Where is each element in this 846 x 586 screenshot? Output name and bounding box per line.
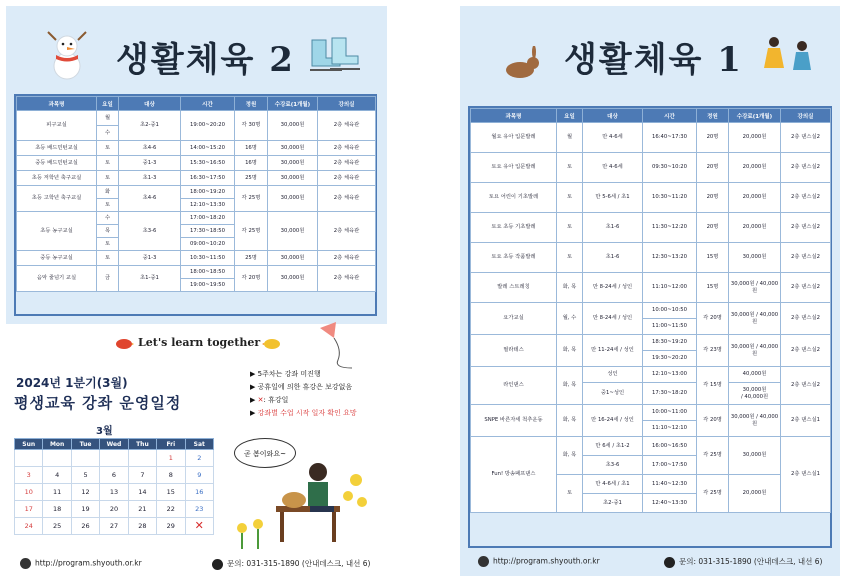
footer-url: http://program.shyouth.or.kr <box>20 558 142 569</box>
cell-time: 16:40~17:30 <box>643 123 697 153</box>
kids-playing-icon <box>756 30 822 84</box>
cell-room: 2층 댄스실2 <box>781 273 831 303</box>
calendar-day: 18 <box>43 501 71 518</box>
schedule-title: 평생교육 강좌 운영일정 <box>14 394 182 412</box>
cell-time: 10:00~11:00 <box>643 405 697 421</box>
phone-icon <box>664 557 675 568</box>
cell-fee: 30,000원 / 40,000원 <box>729 273 781 303</box>
cell-day: 토 <box>97 171 119 186</box>
cell-fee: 30,000원 / 40,000원 <box>729 335 781 367</box>
calendar-day: 10 <box>15 484 43 501</box>
cell-subject: 월요 유아 입문발레 <box>471 123 557 153</box>
cell-day: 토 <box>557 475 583 513</box>
col-header: 대상 <box>583 109 643 123</box>
cell-room: 2층 체육관 <box>318 266 376 292</box>
cell-time: 14:00~15:20 <box>181 141 235 156</box>
calendar-day: 14 <box>128 484 156 501</box>
cell-cap: 각 25명 <box>235 212 268 251</box>
calendar-day: 29 <box>157 518 185 535</box>
table-row <box>17 111 376 126</box>
weekday-sat: Sat <box>185 439 213 450</box>
schedule-table <box>470 108 831 513</box>
table-row <box>471 183 831 213</box>
cell-cap: 25명 <box>235 251 268 266</box>
calendar-day: 6 <box>100 467 128 484</box>
table-row <box>471 273 831 303</box>
calendar-day: 16 <box>185 484 213 501</box>
cell-cap: 각 20명 <box>697 405 729 437</box>
weekday-tue: Tue <box>71 439 99 450</box>
cell-subject: 초등 저학년 축구교실 <box>17 171 97 186</box>
cell-room: 2층 댄스실1 <box>781 405 831 437</box>
cell-day: 화 <box>97 186 119 199</box>
weekday-thu: Thu <box>128 439 156 450</box>
cell-target: 만 16-24세 / 성인 <box>583 405 643 437</box>
cell-time: 19:00~20:20 <box>181 111 235 141</box>
table-row <box>471 213 831 243</box>
page-title: 생활체육 2 <box>116 40 295 80</box>
cell-time: 18:00~19:20 <box>181 186 235 199</box>
cell-fee: 30,000원 <box>268 186 318 212</box>
calendar-day: 26 <box>71 518 99 535</box>
calendar-day: 21 <box>128 501 156 518</box>
flower-icon <box>232 514 272 550</box>
calendar <box>14 438 214 535</box>
cell-subject: 요가교실 <box>471 303 557 335</box>
calendar-week <box>15 484 214 501</box>
cell-room: 2층 체육관 <box>318 186 376 212</box>
cell-day: 토 <box>557 183 583 213</box>
note-item: ▶ 5주차는 강좌 미진행 <box>250 370 321 378</box>
table-row <box>471 303 831 319</box>
col-header: 과목명 <box>17 97 97 111</box>
calendar-day: 27 <box>100 518 128 535</box>
calendar-day: 9 <box>185 467 213 484</box>
cell-target: 초2-중1 <box>583 494 643 513</box>
cell-cap: 25명 <box>235 171 268 186</box>
bird-icon <box>262 336 282 350</box>
cell-time: 12:10~13:00 <box>643 367 697 383</box>
calendar-day: 23 <box>185 501 213 518</box>
cell-day: 토 <box>97 156 119 171</box>
table-row <box>471 335 831 351</box>
cell-target: 만 6세 / 초1-2 <box>583 437 643 456</box>
table-row <box>17 171 376 186</box>
col-header: 강의실 <box>318 97 376 111</box>
cell-day: 화, 목 <box>557 437 583 475</box>
cell-subject: 초등 고학년 축구교실 <box>17 186 97 212</box>
cell-cap: 각 30명 <box>235 111 268 141</box>
cell-room: 2층 댄스실2 <box>781 123 831 153</box>
calendar-day: 15 <box>157 484 185 501</box>
cell-day: 수 <box>97 212 119 225</box>
cell-fee: 20,000원 <box>729 123 781 153</box>
cell-cap: 20명 <box>697 153 729 183</box>
cell-time: 10:30~11:20 <box>643 183 697 213</box>
cell-room: 2층 체육관 <box>318 171 376 186</box>
calendar-day <box>15 450 43 467</box>
table-row <box>471 153 831 183</box>
cell-fee: 30,000원 <box>268 266 318 292</box>
snowman-icon <box>42 28 92 80</box>
col-header: 요일 <box>557 109 583 123</box>
cell-cap: 각 20명 <box>235 266 268 292</box>
weekday-wed: Wed <box>100 439 128 450</box>
calendar-day: 24 <box>15 518 43 535</box>
cell-time: 19:30~20:20 <box>643 351 697 367</box>
cell-day: 목 <box>97 225 119 238</box>
cell-day: 토 <box>557 243 583 273</box>
cell-day: 화, 목 <box>557 367 583 405</box>
cell-room: 2층 체육관 <box>318 251 376 266</box>
cell-fee: 20,000원 <box>729 213 781 243</box>
woman-on-bench-illustration <box>270 450 370 550</box>
rabbit-icon <box>500 46 542 80</box>
cell-time: 17:30~18:20 <box>643 383 697 405</box>
calendar-week <box>15 501 214 518</box>
cell-time: 17:00~17:50 <box>643 456 697 475</box>
col-header: 시간 <box>643 109 697 123</box>
cell-time: 11:00~11:50 <box>643 319 697 335</box>
cell-subject: 초등 농구교실 <box>17 212 97 251</box>
calendar-day: 17 <box>15 501 43 518</box>
cell-target: 만 4-6세 <box>583 123 643 153</box>
cell-cap: 20명 <box>697 123 729 153</box>
cell-day: 토 <box>97 251 119 266</box>
cell-room: 2층 댄스실2 <box>781 367 831 405</box>
cell-cap: 각 25명 <box>235 186 268 212</box>
cell-fee: 30,000원 <box>268 141 318 156</box>
table-row <box>471 405 831 421</box>
cell-fee: 30,000원 <box>268 212 318 251</box>
cell-subject: 토요 초등 작품발레 <box>471 243 557 273</box>
col-header: 수강료(1개월) <box>268 97 318 111</box>
cell-fee: 20,000원 <box>729 183 781 213</box>
calendar-day: 20 <box>100 501 128 518</box>
cell-fee: 20,000원 <box>729 475 781 513</box>
cell-subject: 피구교실 <box>17 111 97 141</box>
cell-subject: 필라테스 <box>471 335 557 367</box>
calendar-day: 13 <box>100 484 128 501</box>
cell-time: 10:00~10:50 <box>643 303 697 319</box>
cell-cap: 각 25명 <box>697 475 729 513</box>
phone-icon <box>212 559 223 570</box>
cell-time: 10:30~11:50 <box>181 251 235 266</box>
cell-fee: 30,000원 / 40,000원 <box>729 383 781 405</box>
cell-target: 만 4-6세 / 초1 <box>583 475 643 494</box>
cell-time: 11:30~12:20 <box>643 213 697 243</box>
weekday-mon: Mon <box>43 439 71 450</box>
cell-subject: 토요 어린이 기초발레 <box>471 183 557 213</box>
cell-day: 금 <box>97 266 119 292</box>
cell-fee: 30,000원 / 40,000원 <box>729 405 781 437</box>
schedule-table <box>16 96 376 292</box>
cell-room: 2층 댄스실2 <box>781 303 831 335</box>
cell-target: 만 8-24세 / 성인 <box>583 273 643 303</box>
table-row <box>17 266 376 279</box>
calendar-week <box>15 518 214 535</box>
note-item: ▶ 공휴일에 의한 휴강은 보강없음 <box>250 383 353 391</box>
cell-cap: 각 20명 <box>697 303 729 335</box>
cell-cap: 16명 <box>235 156 268 171</box>
table-row <box>17 212 376 225</box>
cell-time: 12:10~13:30 <box>181 199 235 212</box>
cell-target: 만 4-6세 <box>583 153 643 183</box>
cell-cap: 15명 <box>697 243 729 273</box>
table-row <box>471 437 831 456</box>
cell-target: 초1-6 <box>583 213 643 243</box>
cell-cap: 각 15명 <box>697 367 729 405</box>
cell-fee: 30,000원 <box>268 111 318 141</box>
footer-url: http://program.shyouth.or.kr <box>478 556 600 567</box>
cell-subject: 중등 농구교실 <box>17 251 97 266</box>
col-header: 정원 <box>235 97 268 111</box>
cell-target: 초1-6 <box>583 243 643 273</box>
cell-target: 초3-6 <box>583 456 643 475</box>
cell-day: 토 <box>97 238 119 251</box>
globe-icon <box>20 558 31 569</box>
cell-subject: SNPE 바른자세 척추운동 <box>471 405 557 437</box>
cell-time: 11:40~12:30 <box>643 475 697 494</box>
cell-room: 2층 체육관 <box>318 111 376 141</box>
calendar-day: 22 <box>157 501 185 518</box>
cell-day: 월 <box>557 123 583 153</box>
cell-day: 월 <box>97 111 119 126</box>
cell-target: 만 8-24세 / 성인 <box>583 303 643 335</box>
calendar-day: 2 <box>185 450 213 467</box>
cell-time: 18:00~18:50 <box>181 266 235 279</box>
cell-day: 화, 목 <box>557 335 583 367</box>
calendar-day <box>43 450 71 467</box>
cell-day: 토 <box>557 213 583 243</box>
cell-fee: 30,000원 <box>268 171 318 186</box>
cell-target: 중1-3 <box>119 156 181 171</box>
calendar-day: 28 <box>128 518 156 535</box>
calendar-day: 11 <box>43 484 71 501</box>
schedule-year: 2024년 1분기(3월) <box>16 376 128 390</box>
cell-subject: 토요 유아 입문발레 <box>471 153 557 183</box>
col-header: 수강료(1개월) <box>729 109 781 123</box>
cell-time: 12:30~13:20 <box>643 243 697 273</box>
left-page <box>6 6 387 576</box>
cell-fee: 30,000원 <box>729 437 781 475</box>
table-row <box>17 156 376 171</box>
cell-fee: 40,000원 <box>729 367 781 383</box>
cell-time: 16:30~17:50 <box>181 171 235 186</box>
cell-time: 12:40~13:30 <box>643 494 697 513</box>
speech-bubble: 곧 봄이와요~ <box>234 438 296 468</box>
cell-day: 수 <box>97 126 119 141</box>
cell-subject: 음악 줄넘기 교실 <box>17 266 97 292</box>
calendar-day <box>100 450 128 467</box>
banner-text: Let's learn together <box>138 336 261 349</box>
cell-fee: 30,000원 <box>268 156 318 171</box>
calendar-day: 4 <box>43 467 71 484</box>
skates-icon <box>306 36 362 76</box>
cell-time: 19:00~19:50 <box>181 279 235 292</box>
col-header: 시간 <box>181 97 235 111</box>
col-header: 정원 <box>697 109 729 123</box>
cell-target: 만 11-24세 / 성인 <box>583 335 643 367</box>
calendar-day: 5 <box>71 467 99 484</box>
cell-fee: 30,000원 <box>268 251 318 266</box>
table-row <box>471 243 831 273</box>
weekday-sun: Sun <box>15 439 43 450</box>
kite-icon <box>312 320 360 370</box>
note-item: ▶ 강좌별 수업 시작 일자 확인 요망 <box>250 409 357 417</box>
calendar-week <box>15 467 214 484</box>
cell-cap: 15명 <box>697 273 729 303</box>
bird-icon <box>114 336 134 350</box>
cell-target: 중1~성인 <box>583 383 643 405</box>
cross-icon: ✕ <box>185 518 213 535</box>
notes-list <box>250 368 357 420</box>
col-header: 과목명 <box>471 109 557 123</box>
cell-target: 만 5-6세 / 초1 <box>583 183 643 213</box>
col-header: 요일 <box>97 97 119 111</box>
calendar-day: 1 <box>157 450 185 467</box>
cell-room: 2층 댄스실1 <box>781 437 831 513</box>
cell-room: 2층 댄스실2 <box>781 213 831 243</box>
cell-cap: 16명 <box>235 141 268 156</box>
calendar-day: 19 <box>71 501 99 518</box>
cell-time: 17:30~18:50 <box>181 225 235 238</box>
cell-target: 초2-중1 <box>119 111 181 141</box>
cell-target: 초1-중1 <box>119 266 181 292</box>
note-item: ▶ ✕: 휴강일 <box>250 396 289 404</box>
table-row <box>471 367 831 383</box>
calendar-day: 3 <box>15 467 43 484</box>
cell-target: 초1-3 <box>119 171 181 186</box>
calendar-week <box>15 450 214 467</box>
weekday-fri: Fri <box>157 439 185 450</box>
cell-time: 17:00~18:20 <box>181 212 235 225</box>
col-header: 대상 <box>119 97 181 111</box>
cell-cap: 20명 <box>697 183 729 213</box>
cell-time: 15:30~16:50 <box>181 156 235 171</box>
cell-cap: 각 23명 <box>697 335 729 367</box>
cell-room: 2층 체육관 <box>318 156 376 171</box>
cell-room: 2층 댄스실2 <box>781 153 831 183</box>
calendar-day: 12 <box>71 484 99 501</box>
cell-target: 성인 <box>583 367 643 383</box>
cell-cap: 각 25명 <box>697 437 729 475</box>
cell-time: 18:30~19:20 <box>643 335 697 351</box>
cell-room: 2층 체육관 <box>318 141 376 156</box>
calendar-day: 8 <box>157 467 185 484</box>
calendar-day: 25 <box>43 518 71 535</box>
table-row <box>17 141 376 156</box>
calendar-day <box>71 450 99 467</box>
table-row <box>471 123 831 153</box>
cell-fee: 30,000원 / 40,000원 <box>729 303 781 335</box>
cell-target: 초3-6 <box>119 212 181 251</box>
cell-target: 초4-6 <box>119 141 181 156</box>
globe-icon <box>478 556 489 567</box>
cell-fee: 30,000원 <box>729 243 781 273</box>
cell-subject: 토요 초등 기초발레 <box>471 213 557 243</box>
cell-subject: 초등 배드민턴교실 <box>17 141 97 156</box>
cell-day: 월, 수 <box>557 303 583 335</box>
cell-day: 토 <box>97 199 119 212</box>
cross-icon: ✕ <box>257 396 264 404</box>
footer-contact: 문의: 031-315-1890 (안내데스크, 내선 6) <box>664 556 822 568</box>
cell-time: 09:00~10:20 <box>181 238 235 251</box>
page-title: 생활체육 1 <box>564 40 743 80</box>
cell-room: 2층 댄스실2 <box>781 243 831 273</box>
cell-day: 화, 목 <box>557 405 583 437</box>
cell-subject: Fun! 방송패프댄스 <box>471 437 557 513</box>
cell-room: 2층 댄스실2 <box>781 183 831 213</box>
cell-subject: 발레 스트레칭 <box>471 273 557 303</box>
cell-target: 초4-6 <box>119 186 181 212</box>
cell-room: 2층 댄스실2 <box>781 335 831 367</box>
cell-room: 2층 체육관 <box>318 212 376 251</box>
cell-fee: 20,000원 <box>729 153 781 183</box>
cell-day: 화, 목 <box>557 273 583 303</box>
cell-time: 09:30~10:20 <box>643 153 697 183</box>
cell-target: 중1-3 <box>119 251 181 266</box>
cell-time: 16:00~16:50 <box>643 437 697 456</box>
right-page <box>460 6 840 576</box>
cell-subject: 라인댄스 <box>471 367 557 405</box>
cell-day: 토 <box>97 141 119 156</box>
cell-time: 11:10~12:00 <box>643 273 697 303</box>
col-header: 강의실 <box>781 109 831 123</box>
table-row <box>17 186 376 199</box>
table-row <box>17 251 376 266</box>
footer-contact: 문의: 031-315-1890 (안내데스크, 내선 6) <box>212 558 370 570</box>
cell-subject: 중등 배드민턴교실 <box>17 156 97 171</box>
calendar-day: 7 <box>128 467 156 484</box>
month-label: 3월 <box>96 426 113 437</box>
calendar-day <box>128 450 156 467</box>
cell-time: 11:10~12:10 <box>643 421 697 437</box>
cell-day: 토 <box>557 153 583 183</box>
cell-cap: 20명 <box>697 213 729 243</box>
